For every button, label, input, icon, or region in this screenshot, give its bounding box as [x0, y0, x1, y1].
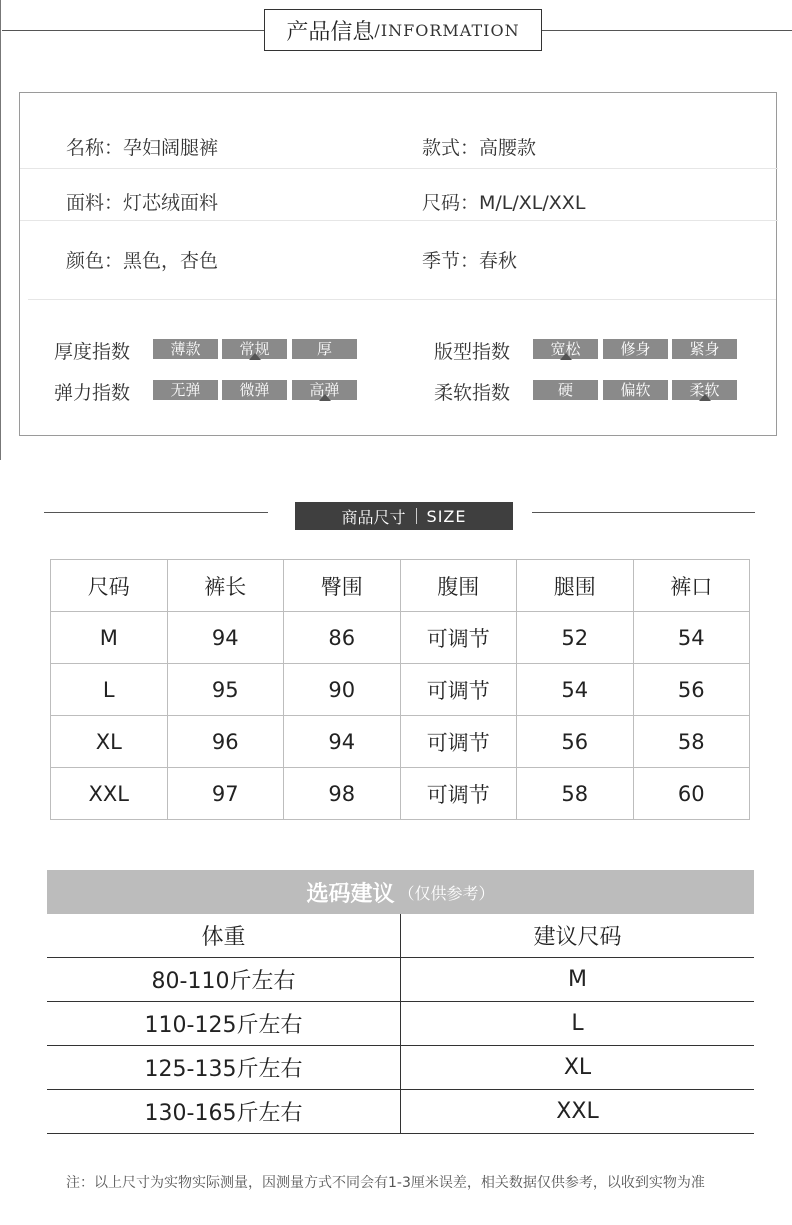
thickness-option-thin: 薄款 — [153, 339, 218, 359]
table-row — [51, 768, 750, 820]
info-header-subtitle: /INFORMATION — [374, 20, 520, 40]
table-cell: 95 — [167, 664, 284, 716]
table-row — [47, 1090, 754, 1134]
info-row-divider — [20, 220, 778, 221]
elasticity-option-high-selected: 高弹 — [292, 380, 357, 400]
table-cell: XL — [51, 716, 168, 768]
table-cell: 96 — [167, 716, 284, 768]
info-box — [19, 92, 777, 436]
table-cell: 94 — [167, 612, 284, 664]
info-fabric: 面料：灯芯绒面料 — [66, 192, 219, 214]
table-cell: 58 — [633, 716, 750, 768]
size-table-header-row — [51, 560, 750, 612]
recommend-table — [47, 914, 754, 1134]
table-cell: 可调节 — [400, 716, 517, 768]
recommend-size: XXL — [401, 1090, 755, 1134]
index-label-fit: 版型指数 — [434, 341, 511, 363]
size-col-header: 裤口 — [633, 560, 750, 612]
table-cell: 90 — [284, 664, 401, 716]
recommend-weight: 125-135斤左右 — [47, 1046, 401, 1090]
table-cell: 54 — [517, 664, 634, 716]
index-label-thickness: 厚度指数 — [54, 341, 131, 363]
softness-option-semi-soft: 偏软 — [603, 380, 668, 400]
size-header-line-left — [44, 512, 268, 513]
table-cell: 94 — [284, 716, 401, 768]
size-header-separator — [416, 508, 417, 524]
table-cell: 可调节 — [400, 768, 517, 820]
table-cell: 98 — [284, 768, 401, 820]
table-cell: 86 — [284, 612, 401, 664]
table-row — [47, 1046, 754, 1090]
recommend-weight: 80-110斤左右 — [47, 958, 401, 1002]
recommend-header-row — [47, 914, 754, 958]
info-row-divider — [28, 299, 776, 300]
table-row — [47, 1002, 754, 1046]
size-header-subtitle: SIZE — [426, 506, 467, 526]
fit-option-slim: 修身 — [603, 339, 668, 359]
recommend-subtitle: （仅供参考） — [398, 883, 495, 903]
table-cell: M — [51, 612, 168, 664]
recommend-col-header: 体重 — [47, 914, 401, 958]
elasticity-option-none: 无弹 — [153, 380, 218, 400]
index-label-softness: 柔软指数 — [434, 382, 511, 404]
size-col-header: 腹围 — [400, 560, 517, 612]
size-col-header: 尺码 — [51, 560, 168, 612]
size-table — [50, 559, 750, 820]
thickness-option-regular-selected: 常规 — [222, 339, 287, 359]
table-cell: 97 — [167, 768, 284, 820]
table-cell: 52 — [517, 612, 634, 664]
recommend-size: L — [401, 1002, 755, 1046]
table-cell: L — [51, 664, 168, 716]
fit-option-loose-selected: 宽松 — [533, 339, 598, 359]
info-name: 名称：孕妇阔腿裤 — [66, 137, 219, 159]
recommend-weight: 130-165斤左右 — [47, 1090, 401, 1134]
footnote: 注：以上尺寸为实物实际测量，因测量方式不同会有1-3厘米误差，相关数据仅供参考，以收到实物为准 — [66, 1175, 705, 1191]
table-cell: 56 — [517, 716, 634, 768]
size-col-header: 臀围 — [284, 560, 401, 612]
info-season: 季节：春秋 — [422, 250, 518, 272]
table-row — [51, 716, 750, 768]
table-row — [47, 958, 754, 1002]
info-size: 尺码：M/L/XL/XXL — [422, 192, 586, 214]
recommend-size: M — [401, 958, 755, 1002]
thickness-option-thick: 厚 — [292, 339, 357, 359]
elasticity-option-slight: 微弹 — [222, 380, 287, 400]
info-row-divider — [20, 168, 778, 169]
table-row — [51, 612, 750, 664]
info-header-line-right — [542, 30, 792, 31]
info-header-title: 产品信息 — [286, 19, 375, 45]
table-cell: 可调节 — [400, 612, 517, 664]
size-header-line-right — [532, 512, 755, 513]
fit-option-tight: 紧身 — [672, 339, 737, 359]
table-cell: XXL — [51, 768, 168, 820]
table-cell: 可调节 — [400, 664, 517, 716]
size-header-title: 商品尺寸 — [341, 507, 406, 527]
recommend-bar — [47, 870, 754, 914]
softness-option-hard: 硬 — [533, 380, 598, 400]
table-cell: 56 — [633, 664, 750, 716]
left-edge-line — [0, 0, 1, 460]
recommend-size: XL — [401, 1046, 755, 1090]
info-color: 颜色：黑色，杏色 — [66, 250, 219, 272]
table-row — [51, 664, 750, 716]
recommend-col-header: 建议尺码 — [401, 914, 755, 958]
table-cell: 60 — [633, 768, 750, 820]
recommend-weight: 110-125斤左右 — [47, 1002, 401, 1046]
info-style: 款式：高腰款 — [422, 137, 537, 159]
size-col-header: 裤长 — [167, 560, 284, 612]
size-header-badge — [295, 502, 513, 530]
recommend-title: 选码建议 — [306, 881, 395, 907]
index-label-elasticity: 弹力指数 — [54, 382, 131, 404]
table-cell: 58 — [517, 768, 634, 820]
table-cell: 54 — [633, 612, 750, 664]
size-col-header: 腿围 — [517, 560, 634, 612]
softness-option-soft-selected: 柔软 — [672, 380, 737, 400]
info-header-line-left — [2, 30, 264, 31]
info-header-badge — [264, 9, 542, 51]
